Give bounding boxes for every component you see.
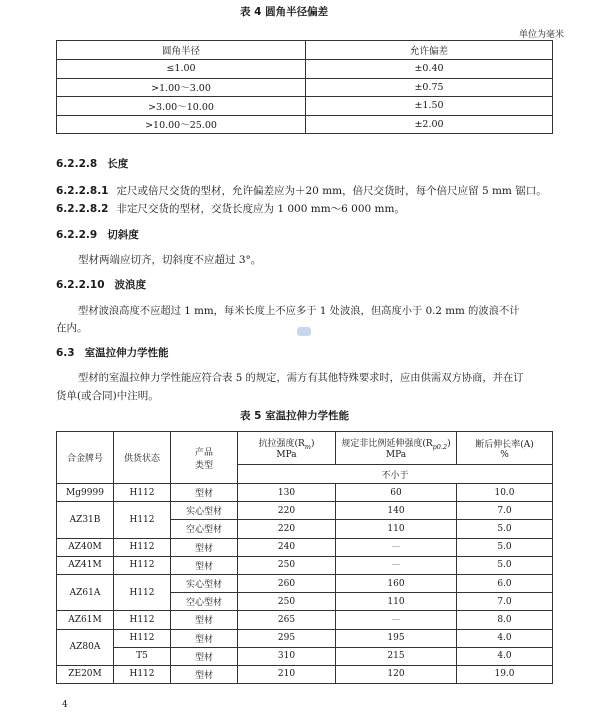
rm-cell: 295 (238, 629, 336, 647)
product-line2: 类型 (194, 460, 213, 471)
table-row (57, 629, 553, 647)
table-cell: >1.00～3.00 (57, 78, 306, 97)
section-title: 波浪度 (114, 279, 146, 291)
section-heading-63 (56, 345, 169, 360)
table-cell: >3.00～10.00 (57, 97, 306, 116)
a-cell: 7.0 (457, 593, 553, 611)
table5-min-note: 不小于 (238, 465, 553, 484)
clause-text: 非定尺交货的型材，交货长度应为 1 000 mm～6 000 mm。 (116, 203, 405, 215)
table-cell: ≤1.00 (57, 60, 306, 79)
yield-sub: p0.2 (432, 442, 448, 451)
table4 (56, 40, 553, 134)
state-cell: H112 (114, 574, 171, 610)
alloy-cell: AZ80A (57, 629, 114, 665)
type-cell: 空心型材 (171, 593, 238, 611)
alloy-cell: AZ41M (57, 556, 114, 574)
rm-cell: 130 (238, 484, 336, 502)
section-title: 室温拉伸力学性能 (84, 347, 169, 359)
table5-header-state: 供货状态 (114, 432, 171, 484)
table-row (57, 484, 553, 502)
section-number: 6.2.2.8 (56, 158, 98, 170)
table-cell: ±0.40 (306, 60, 553, 79)
rm-cell: 250 (238, 593, 336, 611)
type-cell: 空心型材 (171, 520, 238, 538)
rp-cell: — (336, 556, 457, 574)
table-cell: ±2.00 (306, 115, 553, 134)
table-row (57, 97, 553, 116)
rp-cell: — (336, 611, 457, 629)
alloy-cell: AZ61A (57, 574, 114, 610)
table5-header-product (171, 432, 238, 484)
tensile-label (238, 436, 335, 451)
rp-cell: 160 (336, 574, 457, 592)
rp-cell: 110 (336, 593, 457, 611)
section-number: 6.2.2.10 (56, 279, 105, 291)
table-row (57, 502, 553, 520)
a-cell: 4.0 (457, 629, 553, 647)
rm-cell: 250 (238, 556, 336, 574)
section-number: 6.3 (56, 347, 75, 359)
rp-cell: 215 (336, 647, 457, 665)
elongation-label: 断后伸长率(A) (475, 439, 534, 450)
table-row (57, 574, 553, 592)
state-cell: H112 (114, 502, 171, 538)
table4-unit: 单位为毫米 (519, 30, 565, 40)
table-row (57, 60, 553, 79)
table-cell: ±1.50 (306, 97, 553, 116)
table-row (57, 647, 553, 665)
clause-62281 (56, 183, 547, 198)
page-number: 4 (62, 700, 68, 710)
state-cell: H112 (114, 538, 171, 556)
section-heading-6228 (56, 156, 128, 171)
state-cell: H112 (114, 484, 171, 502)
table-row (57, 115, 553, 134)
a-cell: 6.0 (457, 574, 553, 592)
type-cell: 型材 (171, 647, 238, 665)
tensile-text: 抗拉强度(R (258, 438, 305, 449)
state-cell: T5 (114, 647, 171, 665)
section-heading-62210 (56, 277, 146, 292)
table5-header-yield (336, 432, 457, 465)
clause-text: 定尺或倍尺交货的型材，允许偏差应为＋20 mm，倍尺交货时，每个倍尺应留 5 mm 锯口。 (116, 185, 547, 197)
tensile-sub: m (304, 442, 311, 451)
type-cell: 实心型材 (171, 574, 238, 592)
table-row (57, 556, 553, 574)
alloy-cell: AZ40M (57, 538, 114, 556)
yield-unit: MPa (385, 450, 407, 461)
paragraph-63-line2: 货单(或合同)中注明。 (56, 390, 159, 402)
yield-close: ) (447, 438, 451, 449)
rm-cell: 240 (238, 538, 336, 556)
rm-cell: 210 (238, 665, 336, 683)
alloy-cell: Mg9999 (57, 484, 114, 502)
a-cell: 7.0 (457, 502, 553, 520)
type-cell: 型材 (171, 665, 238, 683)
rm-cell: 260 (238, 574, 336, 592)
product-line1: 产品 (194, 447, 213, 458)
rp-cell: 140 (336, 502, 457, 520)
rp-cell: 120 (336, 665, 457, 683)
alloy-cell: ZE20M (57, 665, 114, 683)
rp-cell: 110 (336, 520, 457, 538)
table-cell: ±0.75 (306, 78, 553, 97)
a-cell: 5.0 (457, 520, 553, 538)
alloy-cell: AZ61M (57, 611, 114, 629)
rp-cell: — (336, 538, 457, 556)
state-cell: H112 (114, 556, 171, 574)
clause-number: 6.2.2.8.1 (56, 185, 109, 197)
tensile-close: ) (310, 438, 315, 449)
elongation-unit: % (500, 449, 509, 460)
clause-62282 (56, 201, 405, 216)
paragraph-6229: 型材两端应切齐，切斜度不应超过 3°。 (78, 254, 262, 266)
table5-header-tensile (238, 432, 336, 465)
table4-header-radius: 圆角半径 (57, 41, 306, 60)
table5-caption: 表 5 室温拉伸力学性能 (240, 410, 350, 422)
paragraph-63-line1: 型材的室温拉伸力学性能应符合表 5 的规定，需方有其他特殊要求时，应由供需双方协商，并在订 (78, 372, 524, 384)
yield-text: 规定非比例延伸强度(R (341, 438, 433, 449)
type-cell: 型材 (171, 629, 238, 647)
a-cell: 4.0 (457, 647, 553, 665)
table-row (57, 611, 553, 629)
table5 (56, 431, 553, 684)
paragraph-62210-line2: 在内。 (56, 322, 88, 334)
type-cell: 型材 (171, 611, 238, 629)
state-cell: H112 (114, 629, 171, 647)
type-cell: 型材 (171, 484, 238, 502)
table5-header-alloy: 合金牌号 (57, 432, 114, 484)
type-cell: 型材 (171, 538, 238, 556)
table4-caption: 表 4 圆角半径偏差 (240, 6, 329, 18)
section-heading-6229 (56, 227, 139, 242)
section-title: 切斜度 (107, 229, 139, 241)
watermark-logo-icon (297, 327, 311, 336)
paragraph-62210-line1: 型材波浪高度不应超过 1 mm，每米长度上不应多于 1 处波浪，但高度小于 0.2 mm 的波浪不计 (78, 305, 520, 317)
clause-number: 6.2.2.8.2 (56, 203, 109, 215)
type-cell: 型材 (171, 556, 238, 574)
a-cell: 10.0 (457, 484, 553, 502)
table-row (57, 665, 553, 683)
table-row (57, 78, 553, 97)
a-cell: 19.0 (457, 665, 553, 683)
rm-cell: 220 (238, 520, 336, 538)
tensile-unit: MPa (276, 450, 297, 461)
state-cell: H112 (114, 611, 171, 629)
type-cell: 实心型材 (171, 502, 238, 520)
rp-cell: 60 (336, 484, 457, 502)
rp-cell: 195 (336, 629, 457, 647)
table4-header-tolerance: 允许偏差 (306, 41, 553, 60)
section-number: 6.2.2.9 (56, 229, 98, 241)
yield-label (336, 436, 456, 451)
state-cell: H112 (114, 665, 171, 683)
section-title: 长度 (107, 158, 129, 170)
a-cell: 8.0 (457, 611, 553, 629)
rm-cell: 265 (238, 611, 336, 629)
a-cell: 5.0 (457, 556, 553, 574)
table-cell: >10.00～25.00 (57, 115, 306, 134)
rm-cell: 310 (238, 647, 336, 665)
alloy-cell: AZ31B (57, 502, 114, 538)
rm-cell: 220 (238, 502, 336, 520)
table-row (57, 538, 553, 556)
a-cell: 5.0 (457, 538, 553, 556)
table5-header-elongation (457, 432, 553, 465)
